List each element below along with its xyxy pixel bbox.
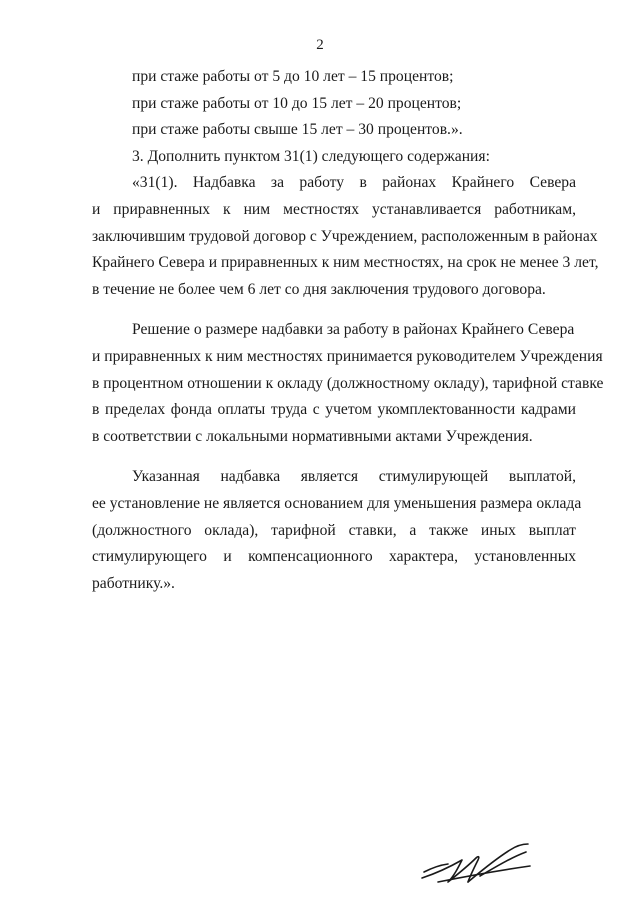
paragraph-31-1 [92, 170, 599, 303]
paragraph-line: в процентном отношении к окладу (должностному окладу), тарифной ставке [92, 374, 604, 392]
list-item-stage-over-15: при стаже работы свыше 15 лет – 30 процентов.». [132, 121, 463, 139]
document-body [92, 64, 604, 597]
paragraph-line: Решение о размере надбавки за работу в районах Крайнего Севера [132, 321, 575, 339]
paragraph-line: Крайнего Севера и приравненных к ним местностях, на срок не менее 3 лет, [92, 254, 599, 272]
paragraph-decision [92, 317, 604, 450]
page-number: 2 [316, 37, 324, 53]
paragraph-line: «31(1). Надбавка за работу в районах Крайнего Севера [132, 174, 576, 192]
paragraph-line: работнику.». [92, 574, 175, 592]
paragraph-allowance [92, 464, 582, 597]
list-item-stage-5-10: при стаже работы от 5 до 10 лет – 15 процентов; [132, 68, 454, 85]
amendment-item-3: 3. Дополнить пунктом 31(1) следующего содержания: [132, 147, 490, 165]
paragraph-line: (должностного оклада), тарифной ставки, а также иных выплат [92, 521, 576, 539]
handwritten-signature-icon [418, 838, 536, 888]
paragraph-line: Указанная надбавка является стимулирующей выплатой, [132, 468, 576, 486]
paragraph-line: и приравненных к ним местностях принимается руководителем Учреждения [92, 347, 603, 365]
paragraph-line: в соответствии с локальными нормативными актами Учреждения. [92, 427, 533, 445]
paragraph-line: заключившим трудовой договор с Учреждением, расположенным в районах [92, 227, 598, 245]
paragraph-line: стимулирующего и компенсационного характера, установленных [92, 548, 576, 566]
list-item-stage-10-15: при стаже работы от 10 до 15 лет – 20 процентов; [132, 94, 462, 112]
paragraph-line: в пределах фонда оплаты труда с учетом укомплектованности кадрами [92, 401, 576, 419]
paragraph-line: и приравненных к ним местностях устанавливается работникам, [92, 200, 576, 218]
paragraph-line: ее установление не является основанием для уменьшения размера оклада [92, 494, 582, 512]
paragraph-line: в течение не более чем 6 лет со дня заключения трудового договора. [92, 280, 546, 298]
